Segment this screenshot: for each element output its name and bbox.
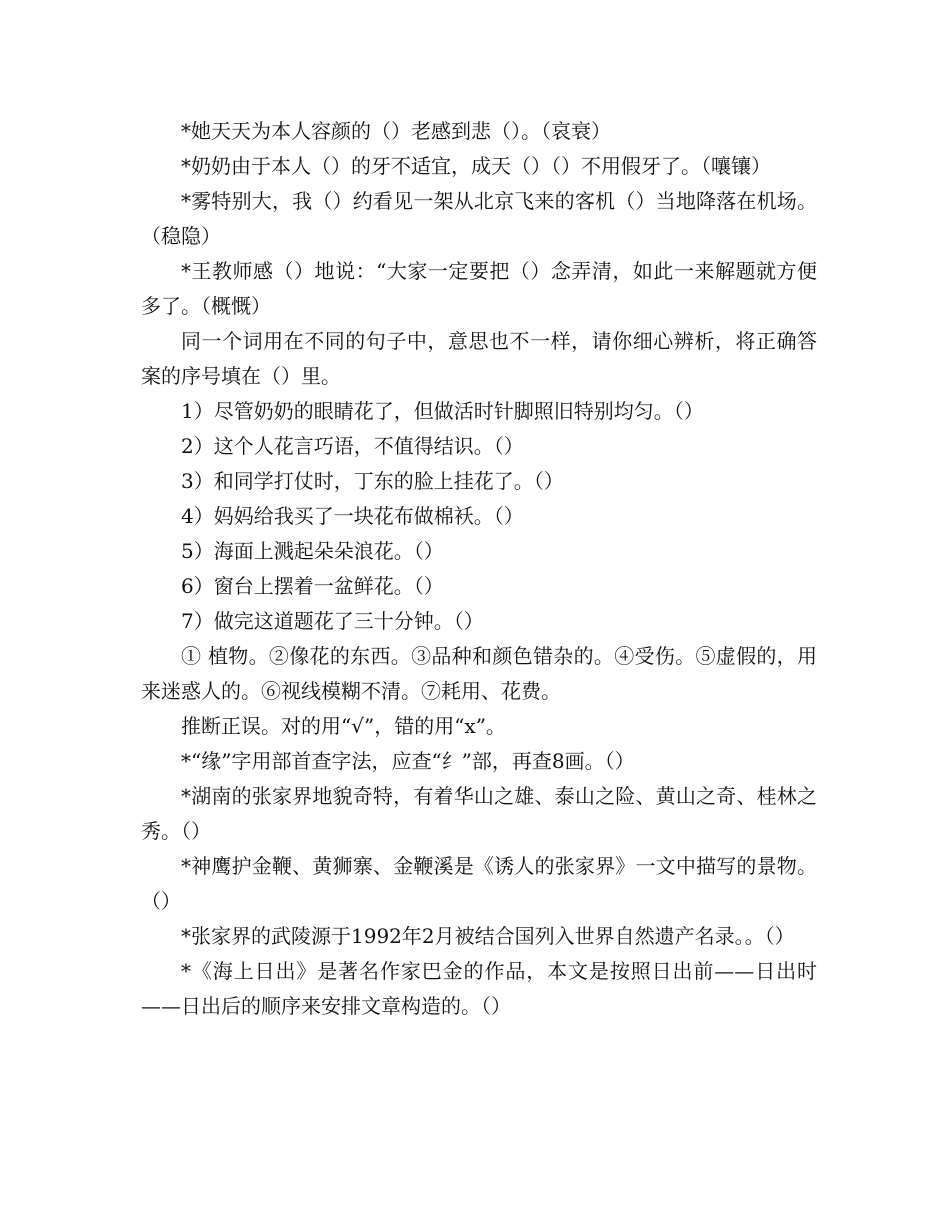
- hua-sentence-7: 7）做完这道题花了三十分钟。（）: [181, 609, 484, 633]
- hua-meanings-list: ① 植物。②像花的东西。③品种和颜色错杂的。④受伤。⑤虚假的，用来迷惑人的。⑥视线模糊不清。⑦耗用、花费。: [141, 644, 817, 703]
- true-false-item-2: *湖南的张家界地貌奇特，有着华山之雄、泰山之险、黄山之奇、桂林之秀。（）: [141, 784, 817, 843]
- exercise-ai-shuai: *她天天为本人容颜的（）老感到悲（）。（哀衰）: [181, 119, 611, 143]
- hua-sentence-1: 1）尽管奶奶的眼睛花了，但做活时针脚照旧特别均匀。（）: [181, 399, 704, 423]
- exercise-wen-yin: *雾特别大，我（）约看见一架从北京飞来的客机（）当地降落在机场。（稳隐）: [141, 189, 817, 248]
- exercise-rang-xiang: *奶奶由于本人（）的牙不适宜，成天（）（）不用假牙了。（嚷镶）: [181, 154, 771, 178]
- hua-sentence-4: 4）妈妈给我买了一块花布做棉袄。（）: [181, 504, 524, 528]
- hua-sentence-6: 6）窗台上摆着一盆鲜花。（）: [181, 574, 444, 598]
- hua-sentence-5: 5）海面上溅起朵朵浪花。（）: [181, 539, 444, 563]
- section-instructions-true-false: 推断正误。对的用“√”，错的用“x”。: [181, 714, 506, 738]
- exercise-gai-kai: *王教师感（）地说：“大家一定要把（）念弄清，如此一来解题就方便多了。（概慨）: [141, 259, 817, 318]
- true-false-item-5: *《海上日出》是著名作家巴金的作品，本文是按照日出前——日出时——日出后的顺序来安排文章构造的。（）: [141, 959, 817, 1018]
- true-false-item-3: *神鹰护金鞭、黄狮寨、金鞭溪是《诱人的张家界》一文中描写的景物。（）: [141, 854, 817, 913]
- hua-sentence-2: 2）这个人花言巧语，不值得结识。（）: [181, 434, 524, 458]
- hua-sentence-3: 3）和同学打仗时，丁东的脸上挂花了。（）: [181, 469, 564, 493]
- true-false-item-1: *“缘”字用部首查字法，应查“纟”部，再查8画。（）: [181, 749, 635, 773]
- section-instructions-hua: 同一个词用在不同的句子中，意思也不一样，请你细心辨析，将正确答案的序号填在（）里。: [141, 329, 817, 388]
- true-false-item-4: *张家界的武陵源于1992年2月被结合国列入世界自然遗产名录。。（）: [181, 924, 795, 948]
- document-body: [141, 114, 817, 1024]
